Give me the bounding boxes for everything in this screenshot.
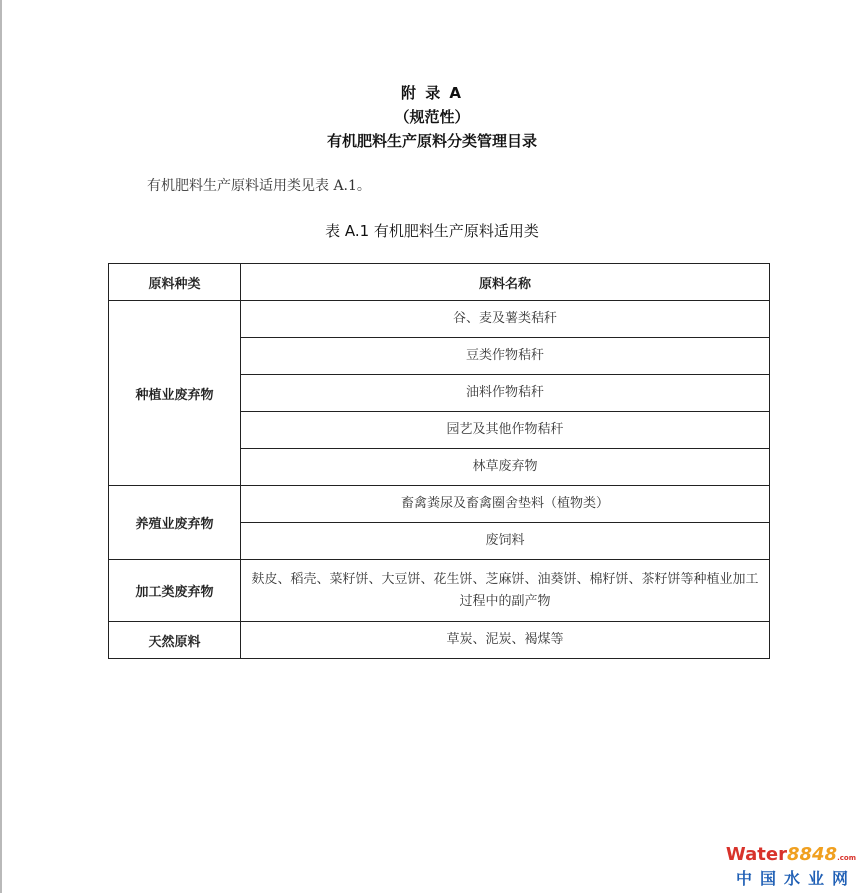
- watermark-logo: [726, 844, 856, 889]
- header-category: 原料种类: [109, 264, 241, 301]
- category-cell: 天然原料: [109, 622, 241, 659]
- watermark-brand-number: 8848: [786, 844, 838, 865]
- material-name-cell: 废饲料: [241, 523, 770, 560]
- table-row: [109, 622, 770, 659]
- appendix-subtitle: （规范性）: [394, 108, 470, 126]
- table-row: [109, 560, 770, 622]
- material-name-cell: 油料作物秸秆: [241, 375, 770, 412]
- category-cell: 养殖业废弃物: [109, 486, 241, 560]
- table-row: [109, 486, 770, 523]
- table-header-row: [109, 264, 770, 301]
- header-name: 原料名称: [241, 264, 770, 301]
- table-caption: 表 A.1 有机肥料生产原料适用类: [325, 222, 539, 240]
- category-cell: 加工类废弃物: [109, 560, 241, 622]
- material-name-cell: 园艺及其他作物秸秆: [241, 412, 770, 449]
- material-name-cell: 豆类作物秸秆: [241, 338, 770, 375]
- material-name-cell: 草炭、泥炭、褐煤等: [241, 622, 770, 659]
- watermark-site-name: 中国水业网: [735, 869, 856, 888]
- intro-paragraph: 有机肥料生产原料适用类见表 A.1。: [147, 178, 371, 194]
- material-name-cell: 畜禽粪尿及畜禽圈舍垫料（植物类）: [241, 486, 770, 523]
- watermark-brand-word: Water: [725, 844, 787, 865]
- appendix-title: 附 录 A: [400, 84, 464, 102]
- material-name-cell: 林草废弃物: [241, 449, 770, 486]
- material-name-cell: 谷、麦及薯类秸秆: [241, 301, 770, 338]
- appendix-heading: 有机肥料生产原料分类管理目录: [326, 132, 537, 150]
- materials-table: [108, 263, 770, 659]
- category-cell: 种植业废弃物: [109, 301, 241, 486]
- table-row: [109, 301, 770, 338]
- material-name-cell: 麸皮、稻壳、菜籽饼、大豆饼、花生饼、芝麻饼、油葵饼、棉籽饼、茶籽饼等种植业加工过程中的副产物: [241, 560, 770, 622]
- watermark-brand-suffix: .com: [837, 854, 856, 862]
